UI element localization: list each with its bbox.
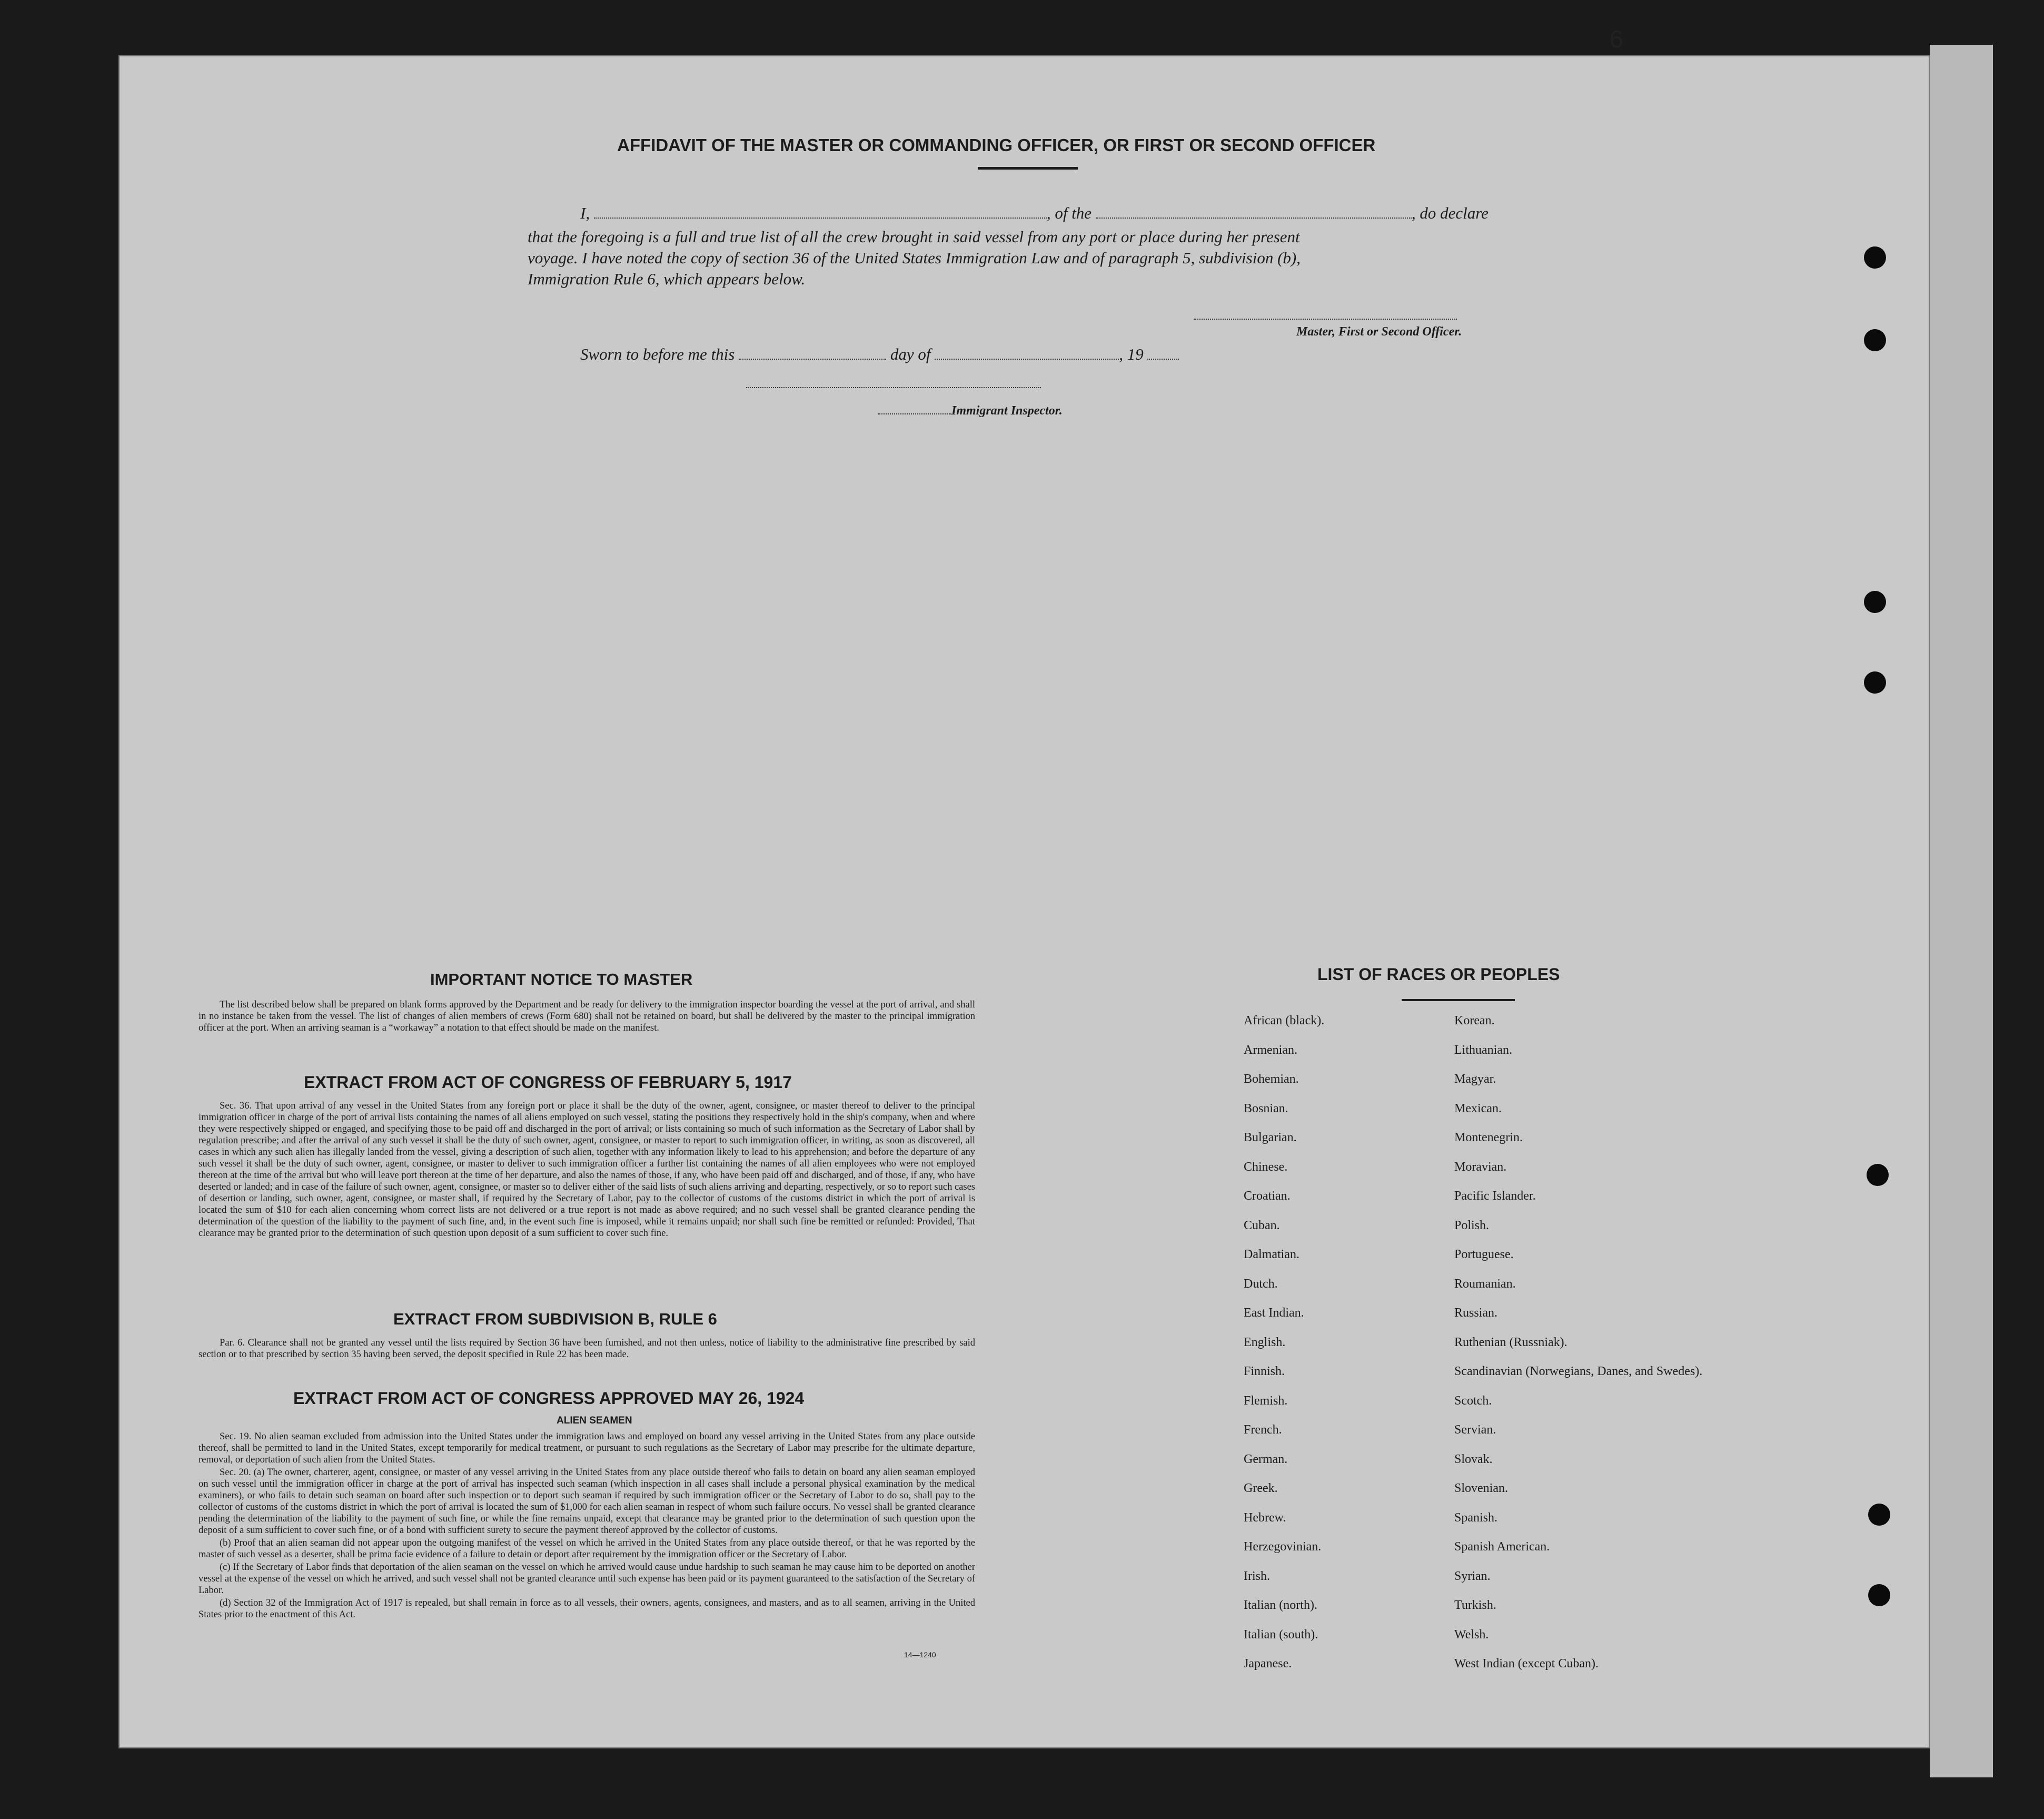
race-item: African (black).	[1244, 1014, 1325, 1027]
affidavit-line-3: voyage. I have noted the copy of section 36 of the United States Immigration Law and of paragraph 5, subdivision (b),	[528, 249, 1301, 267]
race-item: Spanish American.	[1454, 1540, 1550, 1554]
race-item: Turkish.	[1454, 1598, 1496, 1612]
binder-hole	[1864, 246, 1886, 269]
vessel-blank[interactable]	[1096, 218, 1412, 219]
race-item: Cuban.	[1244, 1218, 1280, 1232]
races-underline	[1402, 999, 1515, 1001]
race-item: Polish.	[1454, 1218, 1490, 1232]
race-item: West Indian (except Cuban).	[1454, 1657, 1599, 1670]
inspector-text: Immigrant Inspector.	[951, 404, 1063, 418]
race-item: Japanese.	[1244, 1657, 1292, 1670]
race-item: Russian.	[1454, 1306, 1498, 1320]
handwritten-page-number: 6	[1610, 25, 1623, 53]
extract-rule6-title: EXTRACT FROM SUBDIVISION B, RULE 6	[393, 1310, 717, 1328]
race-item: East Indian.	[1244, 1306, 1304, 1320]
month-blank[interactable]	[935, 359, 1119, 360]
race-item: Greek.	[1244, 1481, 1278, 1495]
sec20d-paragraph: (d) Section 32 of the Immigration Act of 1917 is repealed, but shall remain in force as to all vessels, their owners, agents, consignees, and masters, and as to all seamen, arriving in the United States prior to the enactment of this Act.	[199, 1598, 975, 1620]
binder-hole	[1864, 671, 1886, 694]
master-signature-blank[interactable]	[1194, 319, 1457, 320]
inspector-label	[878, 404, 1063, 418]
extract-rule6-text	[199, 1337, 975, 1361]
race-item: Montenegrin.	[1454, 1131, 1523, 1144]
master-label: Master, First or Second Officer.	[1296, 325, 1462, 339]
race-item: French.	[1244, 1423, 1282, 1437]
race-item: Scotch.	[1454, 1393, 1492, 1408]
sworn-label: Sworn to before me this	[580, 345, 735, 363]
race-item: Bosnian.	[1244, 1101, 1288, 1115]
sec20c-paragraph: (c) If the Secretary of Labor finds that deportation of the alien seaman on the vessel on which he arrived would cause undue hardship to such seaman he may cause him to be deported on another vessel at the expense of the vessel on which he arrived, and such vessel shall not be granted clearance until such expense has been paid or its payment guaranteed to the satisfaction of the Secretary of Labor.	[199, 1562, 975, 1596]
alien-seamen-subtitle: ALIEN SEAMEN	[557, 1415, 632, 1426]
race-item: Irish.	[1244, 1569, 1270, 1583]
day-of-label: day of	[890, 345, 931, 363]
race-item: Dutch.	[1244, 1277, 1278, 1291]
day-blank[interactable]	[739, 359, 886, 360]
race-item: Servian.	[1454, 1423, 1496, 1437]
race-item: Bulgarian.	[1244, 1131, 1297, 1144]
race-item: Chinese.	[1244, 1160, 1288, 1174]
extract-1917-title: EXTRACT FROM ACT OF CONGRESS OF FEBRUARY 5, 1917	[304, 1073, 792, 1092]
extract-1924-text	[199, 1431, 975, 1622]
race-item: German.	[1244, 1452, 1288, 1466]
race-item: Bohemian.	[1244, 1072, 1299, 1086]
extract-1924-title: EXTRACT FROM ACT OF CONGRESS APPROVED MAY 26, 1924	[293, 1389, 805, 1408]
manifest-back-page	[118, 25, 1930, 1748]
inspector-signature-blank[interactable]	[746, 387, 1041, 388]
race-item: Syrian.	[1454, 1569, 1491, 1583]
race-item: Italian (north).	[1244, 1598, 1317, 1612]
race-item: Lithuanian.	[1454, 1043, 1512, 1057]
race-item: Finnish.	[1244, 1365, 1285, 1378]
race-item: Slovak.	[1454, 1452, 1493, 1466]
sec19-paragraph: Sec. 19. No alien seaman excluded from admission into the United States under the immigration laws and employed on board any vessel arriving in the United States from any place outside thereof, shall be permitted to land in the United States, except temporarily for medical treatment, or pursuant to such regulations as the Secretary of Labor may prescribe for the ultimate departure, removal, or deportation of such alien from the United States.	[199, 1431, 975, 1465]
binder-hole	[1867, 1164, 1889, 1186]
binder-hole	[1864, 329, 1886, 351]
affidavit-title: AFFIDAVIT OF THE MASTER OR COMMANDING OFFICER, OR FIRST OR SECOND OFFICER	[617, 135, 1376, 155]
title-underline	[978, 167, 1078, 170]
extract-1917-text	[199, 1100, 975, 1240]
race-item: Hebrew.	[1244, 1510, 1286, 1525]
binder-hole	[1868, 1504, 1890, 1526]
inspector-lead-dots	[878, 413, 951, 414]
sec20a-paragraph: Sec. 20. (a) The owner, charterer, agent, consignee, or master of any vessel arriving in the United States from any place outside thereof who fails to detain on board any alien seaman employed on such vessel until the immigration officer in charge at the port of arrival has inspected such seaman (which inspection in all cases shall include a personal physical examination by the medical examiners), or who fails to detain such seaman on board after such inspection or to deport such seaman if required by such immigration officer or the Secretary of Labor to do so, shall pay to the collector of customs of the customs district in which the port of arrival is located the sum of $1,000 for each alien seaman in respect of whom such failure occurs. No vessel shall be granted clearance pending the determination of the liability to the payment of such fine, or while the fine remains unpaid, except that clearance may be granted prior to the determination of such question upon the deposit of a sum sufficient to cover such fine, or of a bond with sufficient surety to secure the payment thereof approved by the collector of customs.	[199, 1467, 975, 1536]
race-item: Armenian.	[1244, 1043, 1297, 1057]
race-item: Moravian.	[1454, 1160, 1507, 1174]
race-item: Spanish.	[1454, 1510, 1498, 1525]
race-item: Croatian.	[1244, 1189, 1291, 1203]
races-right-column	[1454, 1014, 1702, 1686]
race-item: Korean.	[1454, 1014, 1495, 1027]
of-the-label: , of the	[1046, 204, 1092, 222]
adjacent-page-edge	[1930, 45, 1993, 1777]
affidavit-line-4: Immigration Rule 6, which appears below.	[528, 270, 806, 288]
race-item: Flemish.	[1244, 1393, 1288, 1408]
notice-paragraph: The list described below shall be prepared on blank forms approved by the Department and be ready for delivery to the immigration inspector boarding the vessel at the port of arrival, and shall in no instance be taken from the vessel. The list of changes of alien members of crews (Form 680) shall not be retained on board, but shall be delivered by the master to the principal immigration officer at the port. When an arriving seaman is a “workaway” a notation to that effect should be made on the manifest.	[199, 1000, 975, 1033]
race-item: Scandinavian (Norwegians, Danes, and Swedes).	[1454, 1365, 1703, 1378]
race-item: Pacific Islander.	[1454, 1189, 1536, 1203]
race-item: Portuguese.	[1454, 1248, 1514, 1261]
race-item: Welsh.	[1454, 1627, 1489, 1642]
race-item: Magyar.	[1454, 1072, 1496, 1086]
form-number: 14—1240	[904, 1650, 936, 1659]
year-label: , 19	[1119, 345, 1144, 363]
races-left-column	[1244, 1014, 1324, 1686]
race-item: Dalmatian.	[1244, 1248, 1299, 1261]
race-item: Herzegovinian.	[1244, 1540, 1322, 1554]
race-item: Ruthenian (Russniak).	[1454, 1335, 1567, 1349]
sec36-paragraph: Sec. 36. That upon arrival of any vessel in the United States from any foreign port or place it shall be the duty of the owner, agent, consignee, or master thereof to deliver to the principal immigration officer in charge of the port of arrival lists containing the names of all aliens employed on such vessel, stating the positions they respectively hold in the ship's company, when and where they were respectively shipped or engaged, and specifying those to be paid off and discharged in the port of arrival; or lists containing so much of such information as the Secretary of Labor shall by regulation prescribe; and after the arrival of any such vessel it shall be the duty of such owner, agent, consignee, or master to report to such immigration officer, in writing, as soon as discovered, all cases in which any such alien has illegally landed from the vessel, giving a description of such alien, together with any information likely to lead to his apprehension; and before the departure of any such vessel it shall be the duty of such owner, agent, consignee, or master to deliver to such immigration officer a further list containing the names of all alien employees who were not employed thereon at the time of the arrival but who will leave port thereon at the time of her departure, and also the names of those, if any, who have been paid off and discharged, and of those, if any, who have deserted or landed; and in case of the failure of such owner, agent, consignee, or master so to deliver either of the said lists of such aliens arriving and departing, respectively, or so to report such cases of desertion or landing, such owner, agent, consignee, or master shall, if required by the Secretary of Labor, pay to the collector of customs of the customs district in which the port of arrival is located the sum of $10 for each alien concerning whom correct lists are not delivered or a true report is not made as above required; and no such vessel shall be granted clearance pending the determination of the question of the liability to the payment of such fine, and, in the event such fine is imposed, while it remains unpaid; nor shall such fine be remitted or refunded: Provided, That clearance may be granted prior to the determination of such question upon deposit of a sum sufficient to cover such fine.	[199, 1101, 976, 1239]
sworn-line	[580, 345, 1179, 364]
race-item: Italian (south).	[1244, 1627, 1318, 1642]
year-blank[interactable]	[1147, 359, 1179, 360]
affidavit-line-1	[580, 204, 1489, 223]
races-title: LIST OF RACES OR PEOPLES	[1317, 965, 1560, 984]
binder-hole	[1868, 1584, 1890, 1606]
race-item: Mexican.	[1454, 1101, 1502, 1115]
par6-paragraph: Par. 6. Clearance shall not be granted any vessel until the lists required by Section 36 have been furnished, and not then unless, notice of liability to the administrative fine prescribed by said section or to that prescribed by section 35 having been served, the deposit specified in Rule 22 has been made.	[199, 1338, 975, 1360]
do-declare-label: , do declare	[1411, 204, 1489, 222]
affidavit-line-2: that the foregoing is a full and true list of all the crew brought in said vessel from any port or place during her present	[528, 228, 1300, 246]
binder-hole	[1864, 591, 1886, 613]
race-item: English.	[1244, 1335, 1286, 1349]
race-item: Slovenian.	[1454, 1481, 1508, 1495]
notice-title: IMPORTANT NOTICE TO MASTER	[430, 970, 693, 988]
notice-text	[199, 999, 975, 1035]
i-label: I,	[580, 204, 590, 222]
sec20b-paragraph: (b) Proof that an alien seaman did not appear upon the outgoing manifest of the vessel on which he arrived in the United States from any place outside thereof, or that he was reported by the master of such vessel as a deserter, shall be prima facie evidence of a failure to detain or deport after requirement by the immigration officer or the Secretary of Labor.	[199, 1538, 975, 1560]
race-item: Roumanian.	[1454, 1277, 1516, 1291]
name-blank[interactable]	[594, 218, 1047, 219]
